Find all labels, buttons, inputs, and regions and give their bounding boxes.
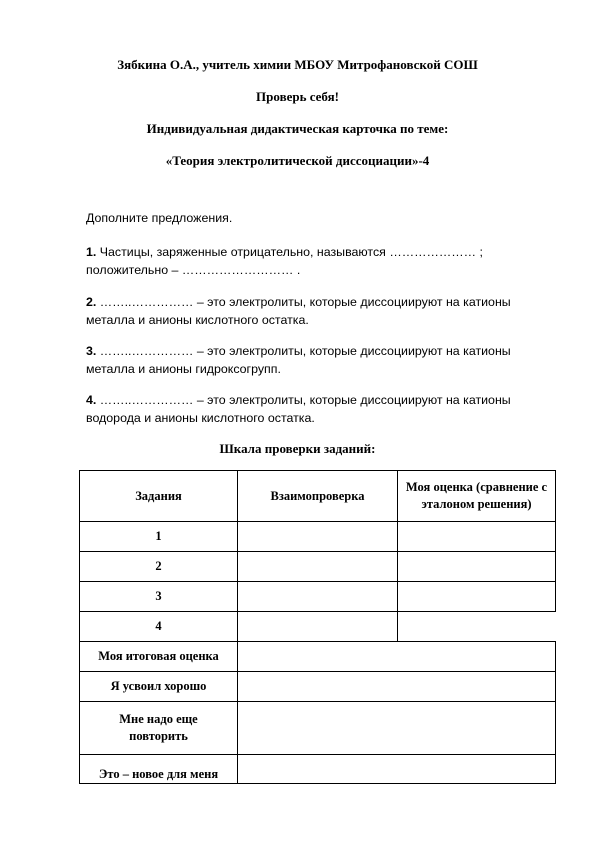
table-header-row	[80, 471, 556, 522]
question-2	[86, 294, 556, 329]
header-peer-review: Взаимопроверка	[238, 471, 398, 522]
task-number: 2	[80, 552, 238, 582]
my-grade-cell[interactable]	[398, 582, 556, 612]
topic-title: «Теория электролитической диссоциации»-4	[165, 153, 430, 168]
question-text: ……..…………… – это электролиты, которые диссоциируют на катионы	[96, 344, 511, 358]
question-number: 2.	[86, 295, 97, 309]
table-row	[80, 552, 556, 582]
summary-label: Я усвоил хорошо	[80, 672, 238, 702]
summary-row	[80, 642, 556, 672]
summary-label: Это – новое для меня	[80, 755, 238, 784]
table-row	[80, 612, 556, 642]
question-text: ……..…………… – это электролиты, которые диссоциируют на катионы	[96, 393, 511, 407]
header-my-grade: Моя оценка (сравнение с эталоном решения)	[398, 471, 556, 522]
author-line: Зябкина О.А., учитель химии МБОУ Митрофановской СОШ	[117, 57, 478, 72]
summary-row	[80, 702, 556, 755]
task-number: 1	[80, 522, 238, 552]
instructions: Дополните предложения.	[86, 211, 233, 225]
peer-review-cell[interactable]	[238, 612, 398, 642]
question-4	[86, 392, 556, 427]
peer-review-cell[interactable]	[238, 582, 398, 612]
summary-row	[80, 672, 556, 702]
peer-review-cell[interactable]	[238, 552, 398, 582]
question-text: металла и анионы кислотного остатка.	[86, 312, 309, 327]
my-grade-cell[interactable]	[398, 612, 556, 642]
header-tasks: Задания	[80, 471, 238, 522]
question-3	[86, 343, 556, 378]
summary-value-cell[interactable]	[238, 642, 556, 672]
table-title: Шкала проверки заданий:	[219, 441, 376, 456]
peer-review-cell[interactable]	[238, 522, 398, 552]
summary-value-cell[interactable]	[238, 702, 556, 755]
my-grade-cell[interactable]	[398, 522, 556, 552]
check-yourself-heading: Проверь себя!	[256, 89, 339, 104]
question-text: Частицы, заряженные отрицательно, называются ………………… ;	[96, 245, 483, 259]
summary-value-cell[interactable]	[238, 755, 556, 784]
question-text: металла и анионы гидроксогрупп.	[86, 361, 281, 376]
summary-row	[80, 755, 556, 784]
summary-value-cell[interactable]	[238, 672, 556, 702]
summary-label: Моя итоговая оценка	[80, 642, 238, 672]
card-title: Индивидуальная дидактическая карточка по теме:	[146, 121, 449, 136]
question-1	[86, 244, 556, 279]
summary-label: Мне надо еще повторить	[80, 702, 238, 755]
question-text: водорода и анионы кислотного остатка.	[86, 410, 315, 425]
table-row	[80, 582, 556, 612]
table-row	[80, 522, 556, 552]
task-number: 4	[80, 612, 238, 642]
task-number: 3	[80, 582, 238, 612]
my-grade-cell[interactable]	[398, 552, 556, 582]
grading-table	[79, 470, 556, 784]
question-number: 3.	[86, 344, 97, 358]
question-text: ……..…………… – это электролиты, которые диссоциируют на катионы	[96, 295, 511, 309]
question-text: положительно – ……………………… .	[86, 262, 301, 277]
question-number: 1.	[86, 245, 97, 259]
question-number: 4.	[86, 393, 97, 407]
